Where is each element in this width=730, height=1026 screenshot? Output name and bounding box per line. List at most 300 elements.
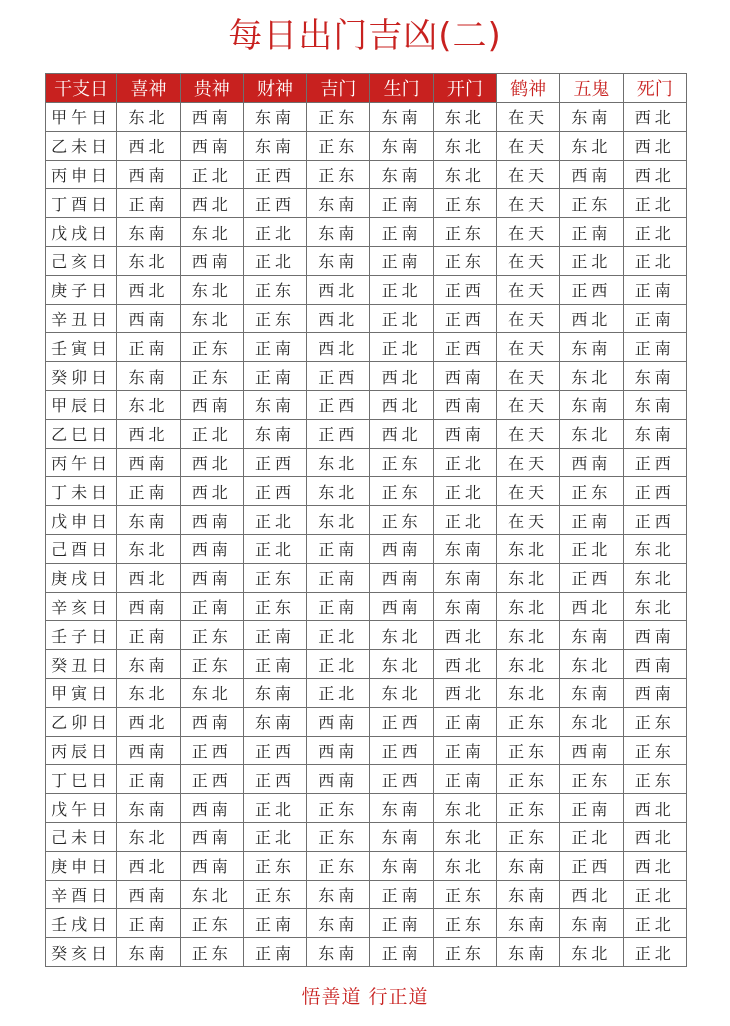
direction-cell: 东南 [623, 390, 686, 419]
direction-cell: 西北 [180, 448, 243, 477]
direction-cell: 正东 [243, 592, 306, 621]
direction-cell: 在天 [497, 419, 560, 448]
direction-cell: 东北 [433, 794, 496, 823]
direction-cell: 西南 [560, 448, 623, 477]
table-row [46, 650, 687, 679]
direction-cell: 正东 [180, 909, 243, 938]
direction-cell: 正西 [560, 851, 623, 880]
direction-cell: 正北 [560, 534, 623, 563]
direction-cell: 西南 [370, 563, 433, 592]
direction-cell: 东南 [560, 621, 623, 650]
table-row [46, 592, 687, 621]
page-title: 每日出门吉凶(二) [228, 16, 502, 56]
direction-cell: 东南 [433, 592, 496, 621]
direction-cell: 东北 [117, 246, 180, 275]
direction-cell: 东北 [117, 678, 180, 707]
direction-cell: 西南 [560, 160, 623, 189]
direction-cell: 西南 [180, 103, 243, 132]
direction-cell: 正西 [307, 419, 370, 448]
direction-cell: 东北 [370, 650, 433, 679]
direction-cell: 正东 [180, 362, 243, 391]
direction-cell: 西北 [623, 822, 686, 851]
direction-cell: 正北 [623, 880, 686, 909]
direction-cell: 正西 [243, 448, 306, 477]
direction-cell: 正南 [117, 189, 180, 218]
direction-cell: 正东 [243, 563, 306, 592]
direction-cell: 东南 [307, 938, 370, 967]
direction-cell: 东南 [370, 103, 433, 132]
direction-cell: 东北 [497, 534, 560, 563]
direction-cell: 东北 [180, 275, 243, 304]
day-cell: 丙辰日 [46, 736, 117, 765]
day-cell: 戊戌日 [46, 218, 117, 247]
direction-cell: 西北 [117, 707, 180, 736]
direction-cell: 东北 [560, 362, 623, 391]
direction-cell: 在天 [497, 218, 560, 247]
column-header: 喜神 [117, 74, 180, 103]
direction-cell: 正西 [307, 362, 370, 391]
direction-cell: 正东 [180, 650, 243, 679]
direction-cell: 正东 [180, 333, 243, 362]
day-cell: 乙巳日 [46, 419, 117, 448]
direction-cell: 正南 [623, 275, 686, 304]
direction-cell: 正东 [243, 851, 306, 880]
direction-cell: 西南 [180, 822, 243, 851]
direction-cell: 正北 [243, 822, 306, 851]
direction-cell: 西南 [180, 390, 243, 419]
direction-cell: 东南 [560, 909, 623, 938]
direction-cell: 西南 [117, 736, 180, 765]
direction-cell: 东北 [497, 563, 560, 592]
direction-cell: 西北 [623, 131, 686, 160]
direction-cell: 东北 [370, 621, 433, 650]
direction-cell: 西南 [117, 160, 180, 189]
direction-cell: 正西 [433, 304, 496, 333]
direction-cell: 西南 [433, 390, 496, 419]
direction-cell: 东北 [497, 592, 560, 621]
table-row [46, 765, 687, 794]
table-row [46, 419, 687, 448]
direction-cell: 在天 [497, 477, 560, 506]
direction-cell: 正南 [243, 650, 306, 679]
direction-cell: 正东 [497, 794, 560, 823]
direction-cell: 正西 [243, 189, 306, 218]
direction-cell: 正东 [370, 448, 433, 477]
direction-cell: 正东 [623, 765, 686, 794]
table-row [46, 218, 687, 247]
direction-cell: 正西 [433, 275, 496, 304]
direction-cell: 东北 [623, 592, 686, 621]
direction-cell: 正北 [370, 333, 433, 362]
direction-cell: 西北 [307, 333, 370, 362]
direction-cell: 正西 [370, 765, 433, 794]
direction-cell: 东北 [623, 563, 686, 592]
direction-cell: 正北 [243, 534, 306, 563]
direction-cell: 西南 [433, 419, 496, 448]
direction-cell: 东南 [307, 880, 370, 909]
direction-cell: 正南 [370, 218, 433, 247]
day-cell: 癸卯日 [46, 362, 117, 391]
direction-cell: 东南 [370, 851, 433, 880]
direction-cell: 东南 [117, 650, 180, 679]
direction-cell: 正西 [433, 333, 496, 362]
table-row [46, 822, 687, 851]
table-row [46, 506, 687, 535]
direction-cell: 东北 [307, 506, 370, 535]
direction-cell: 西北 [623, 794, 686, 823]
direction-cell: 东北 [117, 822, 180, 851]
day-cell: 庚申日 [46, 851, 117, 880]
auspicious-directions-table [45, 73, 687, 967]
direction-cell: 正北 [433, 506, 496, 535]
day-cell: 甲辰日 [46, 390, 117, 419]
direction-cell: 正东 [370, 506, 433, 535]
direction-cell: 在天 [497, 246, 560, 275]
direction-cell: 正西 [307, 390, 370, 419]
table-header-row [46, 74, 687, 103]
table-row [46, 246, 687, 275]
direction-cell: 正东 [307, 822, 370, 851]
direction-cell: 东南 [497, 938, 560, 967]
column-header: 死门 [623, 74, 686, 103]
direction-cell: 正东 [497, 765, 560, 794]
direction-cell: 东南 [370, 822, 433, 851]
table-row [46, 563, 687, 592]
direction-cell: 正南 [117, 765, 180, 794]
direction-cell: 在天 [497, 448, 560, 477]
direction-cell: 东南 [560, 103, 623, 132]
direction-cell: 西南 [307, 765, 370, 794]
direction-cell: 在天 [497, 275, 560, 304]
direction-cell: 东北 [433, 103, 496, 132]
direction-cell: 正南 [117, 621, 180, 650]
direction-cell: 西南 [180, 563, 243, 592]
direction-cell: 正北 [370, 304, 433, 333]
direction-cell: 正北 [623, 246, 686, 275]
direction-cell: 西北 [560, 880, 623, 909]
direction-cell: 东北 [117, 534, 180, 563]
direction-cell: 东北 [560, 938, 623, 967]
direction-cell: 西南 [117, 448, 180, 477]
direction-cell: 东北 [433, 131, 496, 160]
direction-cell: 东北 [180, 678, 243, 707]
day-cell: 戊申日 [46, 506, 117, 535]
day-cell: 乙未日 [46, 131, 117, 160]
direction-cell: 正南 [370, 189, 433, 218]
direction-cell: 正西 [623, 448, 686, 477]
day-cell: 癸丑日 [46, 650, 117, 679]
direction-cell: 西南 [117, 592, 180, 621]
table-row [46, 736, 687, 765]
direction-cell: 西北 [560, 304, 623, 333]
direction-cell: 正西 [243, 160, 306, 189]
day-cell: 丁未日 [46, 477, 117, 506]
footer-slogan: 悟善道 行正道 [301, 986, 429, 1008]
direction-cell: 东南 [370, 794, 433, 823]
direction-cell: 东北 [497, 621, 560, 650]
direction-cell: 正北 [560, 822, 623, 851]
column-header: 生门 [370, 74, 433, 103]
direction-cell: 东南 [497, 880, 560, 909]
direction-cell: 西北 [623, 160, 686, 189]
direction-cell: 正北 [623, 938, 686, 967]
direction-cell: 西北 [180, 189, 243, 218]
direction-cell: 正东 [180, 938, 243, 967]
table-row [46, 333, 687, 362]
direction-cell: 正北 [243, 246, 306, 275]
direction-cell: 东北 [433, 851, 496, 880]
direction-cell: 在天 [497, 304, 560, 333]
direction-cell: 西南 [117, 880, 180, 909]
direction-cell: 正北 [623, 218, 686, 247]
direction-cell: 西北 [117, 563, 180, 592]
column-header: 贵神 [180, 74, 243, 103]
day-cell: 庚戌日 [46, 563, 117, 592]
direction-cell: 东南 [243, 707, 306, 736]
direction-cell: 在天 [497, 506, 560, 535]
direction-cell: 正东 [433, 189, 496, 218]
day-cell: 丁酉日 [46, 189, 117, 218]
direction-cell: 东南 [243, 390, 306, 419]
direction-cell: 西北 [117, 851, 180, 880]
direction-cell: 东南 [117, 362, 180, 391]
direction-cell: 东北 [560, 707, 623, 736]
direction-cell: 东北 [497, 678, 560, 707]
direction-cell: 东北 [560, 419, 623, 448]
direction-cell: 西北 [117, 131, 180, 160]
direction-cell: 正东 [433, 938, 496, 967]
table-row [46, 678, 687, 707]
direction-cell: 正东 [560, 477, 623, 506]
day-cell: 辛丑日 [46, 304, 117, 333]
direction-cell: 正南 [243, 909, 306, 938]
direction-cell: 正北 [307, 678, 370, 707]
direction-cell: 正东 [433, 218, 496, 247]
day-cell: 甲午日 [46, 103, 117, 132]
table-row [46, 477, 687, 506]
direction-cell: 西南 [180, 851, 243, 880]
direction-cell: 在天 [497, 189, 560, 218]
direction-cell: 西南 [307, 707, 370, 736]
direction-cell: 正东 [243, 275, 306, 304]
direction-cell: 东北 [370, 678, 433, 707]
direction-cell: 在天 [497, 390, 560, 419]
direction-cell: 正南 [307, 563, 370, 592]
table-row [46, 160, 687, 189]
column-header: 干支日 [46, 74, 117, 103]
table-row [46, 275, 687, 304]
direction-cell: 正北 [560, 246, 623, 275]
direction-cell: 正东 [243, 880, 306, 909]
direction-cell: 西南 [180, 246, 243, 275]
direction-cell: 正南 [560, 794, 623, 823]
direction-cell: 正西 [623, 477, 686, 506]
direction-cell: 正北 [623, 909, 686, 938]
direction-cell: 正南 [243, 333, 306, 362]
direction-cell: 正东 [307, 103, 370, 132]
direction-cell: 正南 [243, 938, 306, 967]
direction-cell: 正北 [180, 419, 243, 448]
day-cell: 壬子日 [46, 621, 117, 650]
direction-cell: 正西 [370, 707, 433, 736]
direction-cell: 在天 [497, 103, 560, 132]
direction-cell: 东北 [560, 131, 623, 160]
direction-cell: 东南 [560, 333, 623, 362]
direction-cell: 西南 [180, 506, 243, 535]
day-cell: 辛酉日 [46, 880, 117, 909]
direction-cell: 正北 [243, 506, 306, 535]
direction-cell: 正南 [243, 621, 306, 650]
direction-cell: 正东 [433, 909, 496, 938]
column-header: 五鬼 [560, 74, 623, 103]
day-cell: 辛亥日 [46, 592, 117, 621]
direction-cell: 西南 [117, 304, 180, 333]
table-row [46, 362, 687, 391]
day-cell: 丁巳日 [46, 765, 117, 794]
direction-cell: 西北 [433, 621, 496, 650]
direction-cell: 东北 [180, 218, 243, 247]
direction-cell: 正东 [497, 736, 560, 765]
direction-cell: 正南 [370, 880, 433, 909]
direction-cell: 东北 [180, 304, 243, 333]
direction-cell: 西北 [307, 275, 370, 304]
day-cell: 戊午日 [46, 794, 117, 823]
direction-cell: 在天 [497, 160, 560, 189]
direction-cell: 西北 [370, 419, 433, 448]
direction-cell: 东北 [560, 650, 623, 679]
direction-cell: 正北 [370, 275, 433, 304]
direction-cell: 西南 [180, 794, 243, 823]
direction-cell: 东南 [623, 419, 686, 448]
direction-cell: 西北 [180, 477, 243, 506]
direction-cell: 正东 [560, 765, 623, 794]
direction-cell: 正东 [433, 246, 496, 275]
direction-cell: 东南 [497, 909, 560, 938]
direction-cell: 正西 [243, 736, 306, 765]
direction-cell: 西南 [370, 534, 433, 563]
direction-cell: 正南 [370, 909, 433, 938]
direction-cell: 正北 [307, 621, 370, 650]
direction-cell: 正西 [180, 765, 243, 794]
direction-cell: 东南 [307, 189, 370, 218]
direction-cell: 西南 [560, 736, 623, 765]
direction-cell: 东北 [433, 822, 496, 851]
direction-cell: 正北 [307, 650, 370, 679]
direction-cell: 正南 [433, 765, 496, 794]
day-cell: 丙午日 [46, 448, 117, 477]
direction-cell: 东南 [117, 218, 180, 247]
direction-cell: 西南 [370, 592, 433, 621]
direction-cell: 东南 [560, 678, 623, 707]
direction-cell: 正南 [370, 246, 433, 275]
day-cell: 乙卯日 [46, 707, 117, 736]
table-row [46, 103, 687, 132]
direction-cell: 正东 [560, 189, 623, 218]
direction-cell: 正南 [560, 506, 623, 535]
direction-cell: 正东 [433, 880, 496, 909]
direction-cell: 正北 [243, 794, 306, 823]
table-row [46, 390, 687, 419]
direction-cell: 东北 [307, 477, 370, 506]
direction-cell: 西北 [433, 650, 496, 679]
day-cell: 己酉日 [46, 534, 117, 563]
direction-cell: 正西 [180, 736, 243, 765]
direction-cell: 正北 [433, 477, 496, 506]
direction-cell: 正西 [243, 765, 306, 794]
day-cell: 癸亥日 [46, 938, 117, 967]
direction-cell: 正南 [560, 218, 623, 247]
direction-cell: 正南 [117, 477, 180, 506]
direction-cell: 西南 [307, 736, 370, 765]
direction-cell: 正东 [623, 707, 686, 736]
table-row [46, 880, 687, 909]
direction-cell: 东北 [117, 103, 180, 132]
direction-cell: 正南 [243, 362, 306, 391]
direction-cell: 正东 [307, 131, 370, 160]
direction-cell: 正西 [243, 477, 306, 506]
direction-cell: 西北 [623, 851, 686, 880]
table-row [46, 707, 687, 736]
direction-cell: 正东 [623, 736, 686, 765]
day-cell: 丙申日 [46, 160, 117, 189]
direction-cell: 正西 [370, 736, 433, 765]
direction-cell: 东南 [243, 678, 306, 707]
day-cell: 己未日 [46, 822, 117, 851]
direction-cell: 西北 [433, 678, 496, 707]
direction-cell: 正南 [117, 909, 180, 938]
direction-cell: 正东 [497, 822, 560, 851]
direction-cell: 正南 [370, 938, 433, 967]
table-row [46, 448, 687, 477]
direction-cell: 东北 [307, 448, 370, 477]
direction-cell: 正西 [623, 506, 686, 535]
direction-cell: 正北 [243, 218, 306, 247]
day-cell: 甲寅日 [46, 678, 117, 707]
column-header: 开门 [433, 74, 496, 103]
direction-cell: 正东 [180, 621, 243, 650]
direction-cell: 正北 [433, 448, 496, 477]
direction-cell: 东南 [370, 160, 433, 189]
direction-cell: 正北 [180, 160, 243, 189]
direction-cell: 正东 [307, 851, 370, 880]
column-header: 鹤神 [497, 74, 560, 103]
direction-cell: 正北 [623, 189, 686, 218]
column-header: 财神 [243, 74, 306, 103]
day-cell: 庚子日 [46, 275, 117, 304]
direction-cell: 西北 [370, 390, 433, 419]
column-header: 吉门 [307, 74, 370, 103]
direction-cell: 东南 [243, 419, 306, 448]
direction-cell: 东南 [117, 506, 180, 535]
direction-cell: 正南 [433, 707, 496, 736]
direction-cell: 西南 [433, 362, 496, 391]
direction-cell: 东南 [243, 103, 306, 132]
day-cell: 己亥日 [46, 246, 117, 275]
direction-cell: 东南 [433, 534, 496, 563]
day-cell: 壬戌日 [46, 909, 117, 938]
direction-cell: 正西 [560, 275, 623, 304]
direction-cell: 东南 [560, 390, 623, 419]
direction-cell: 正东 [370, 477, 433, 506]
direction-cell: 西南 [623, 621, 686, 650]
direction-cell: 在天 [497, 333, 560, 362]
direction-cell: 在天 [497, 131, 560, 160]
direction-cell: 西南 [623, 678, 686, 707]
direction-cell: 东南 [117, 794, 180, 823]
direction-cell: 正南 [433, 736, 496, 765]
direction-cell: 西北 [560, 592, 623, 621]
direction-cell: 西北 [370, 362, 433, 391]
